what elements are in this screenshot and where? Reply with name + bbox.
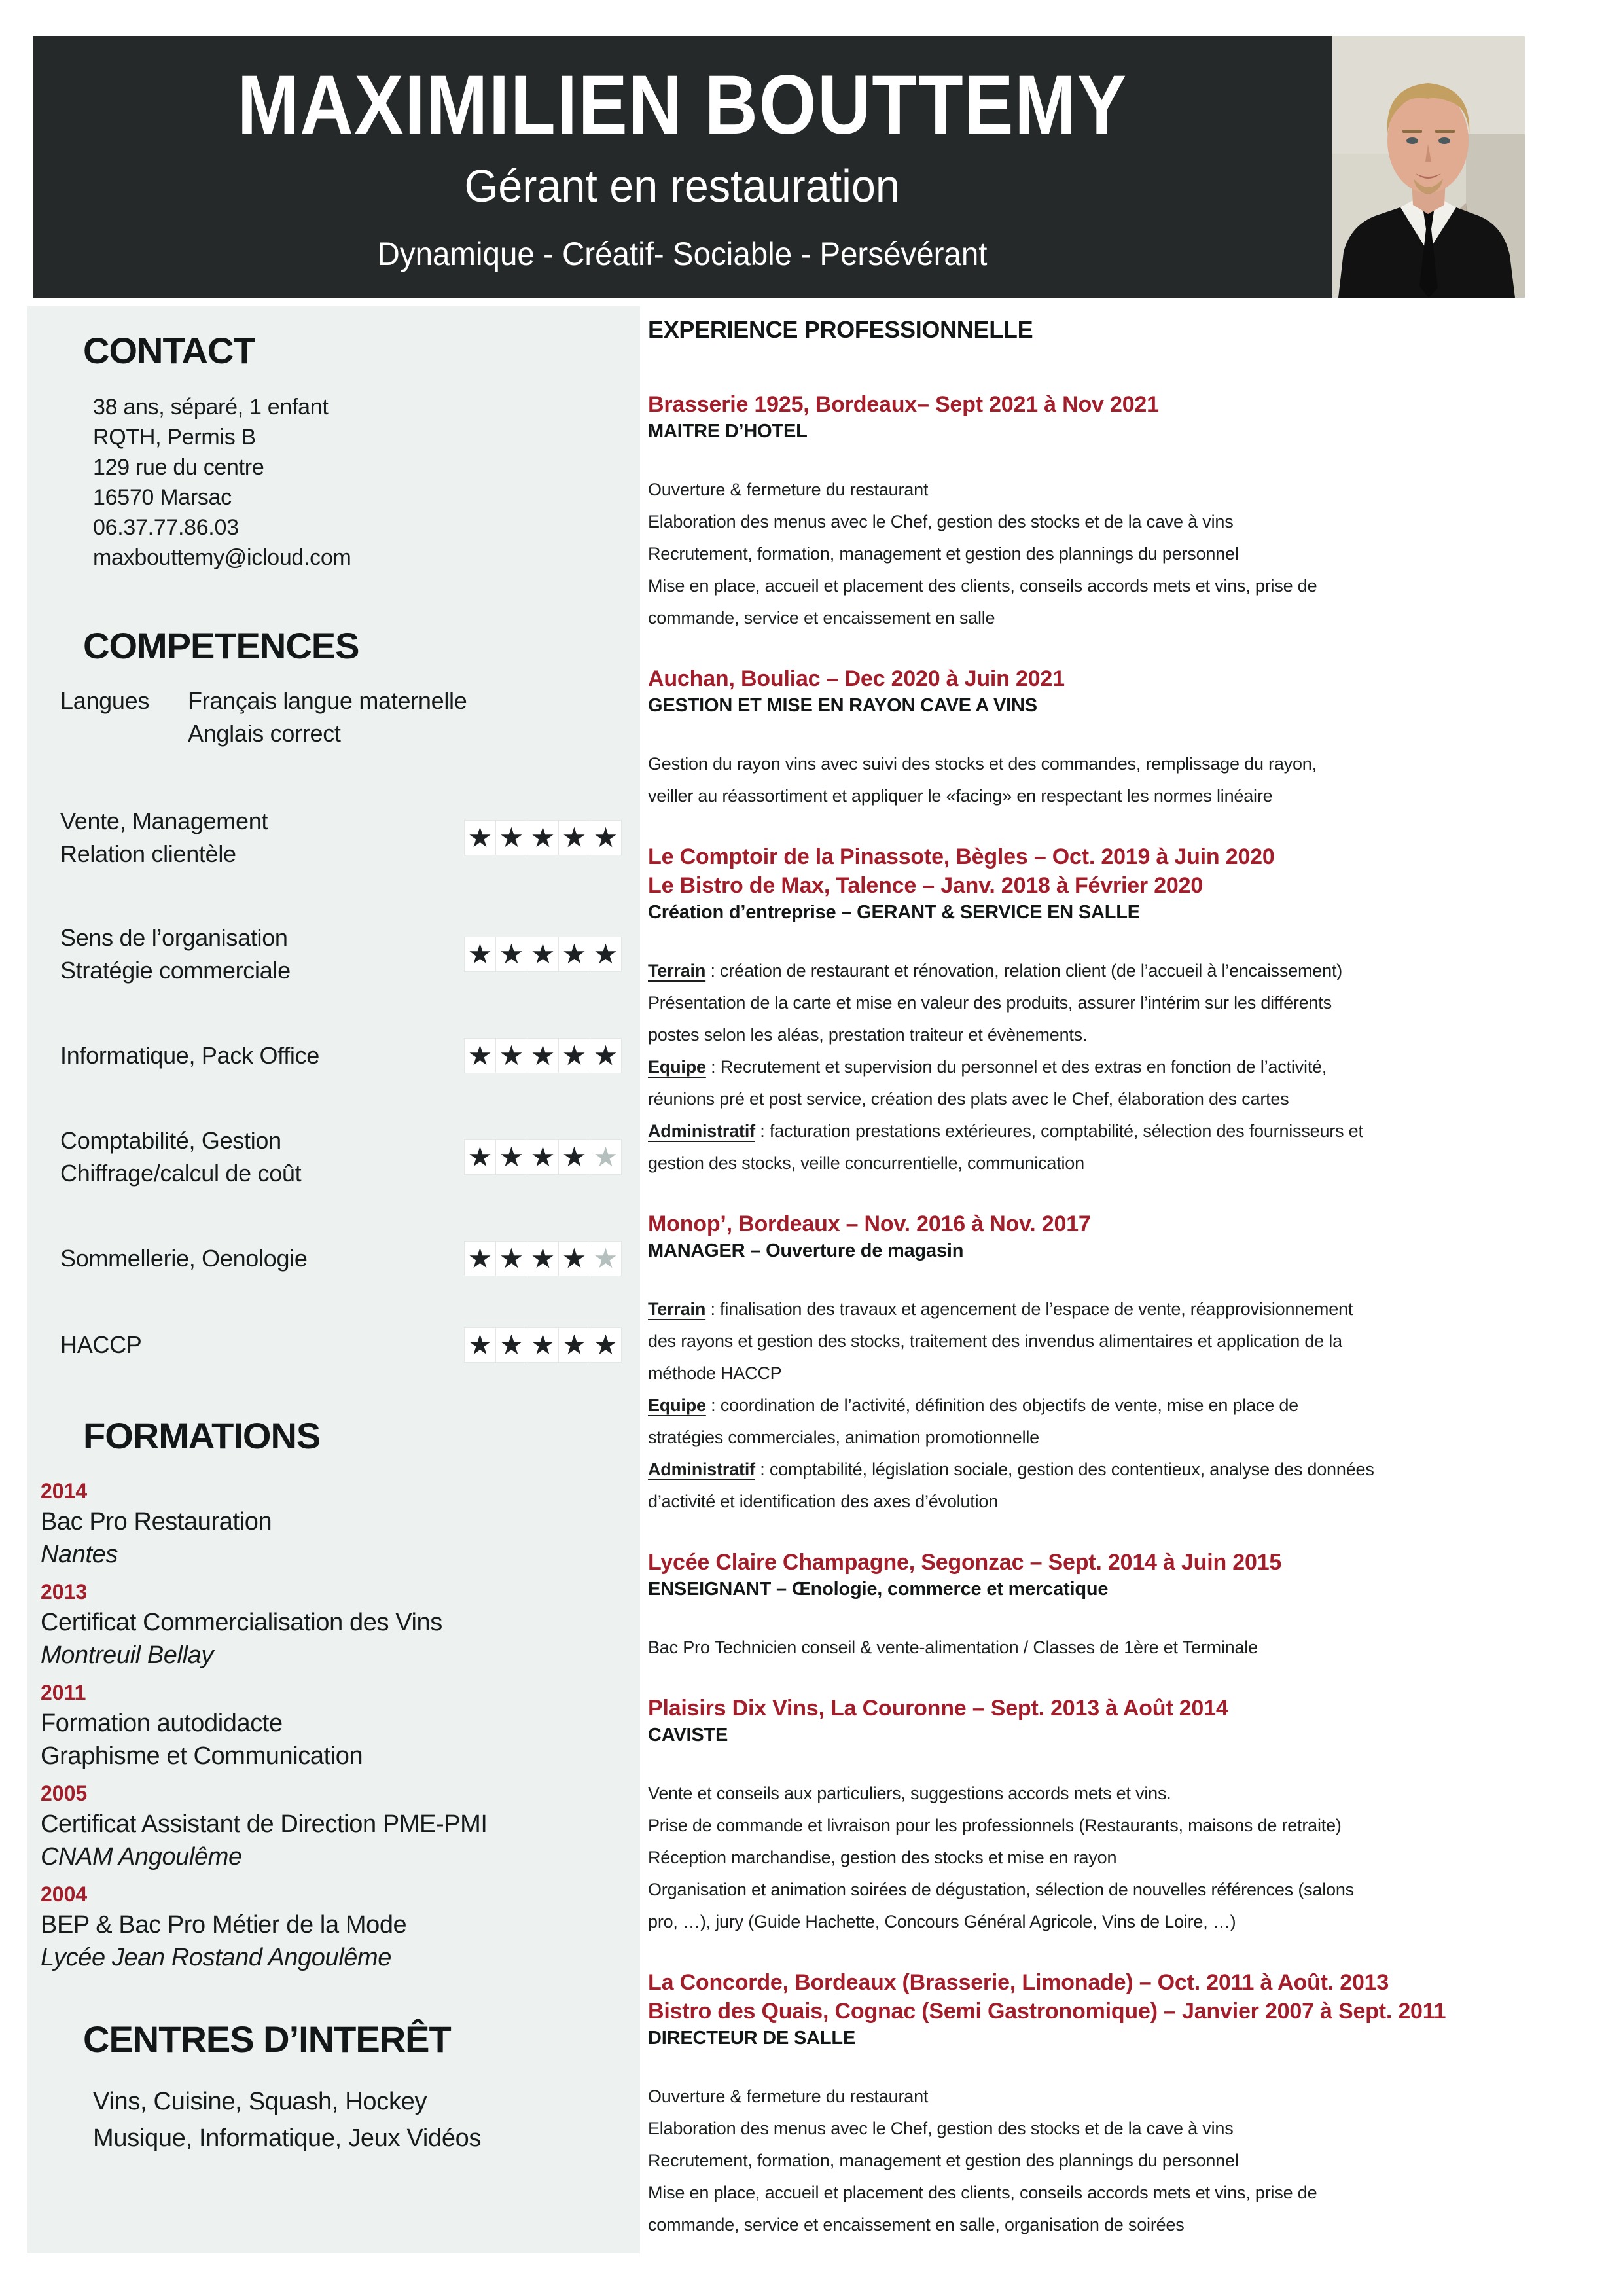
contact-line: 16570 Marsac [93,485,232,511]
skills-list [27,805,640,1363]
star-filled-icon: ★ [499,822,524,853]
experience-company: Auchan, Bouliac – Dec 2020 à Juin 2021 [648,666,1065,691]
experience-company: Le Comptoir de la Pinassote, Bègles – Oct. 2019 à Juin 2020 [648,844,1275,869]
experience-line: Ouverture & fermeture du restaurant [648,2087,929,2106]
experience-description [648,2081,1607,2241]
experience-description [648,1293,1607,1518]
star-cell [464,1241,496,1276]
star-filled-icon: ★ [530,1243,556,1274]
formations-list [41,1477,640,1974]
skill-label-line: HACCP [60,1331,142,1359]
star-cell [559,937,590,972]
formation-place: CNAM Angoulême [41,1842,242,1871]
contact-line: 129 rue du centre [93,455,264,480]
star-cell [464,1139,496,1175]
experience-company: La Concorde, Bordeaux (Brasserie, Limonade) – Oct. 2011 à Août. 2013 [648,1970,1389,1995]
experience-column [648,306,1607,2271]
skill-label [27,1329,464,1361]
skill-label-line: Stratégie commerciale [60,957,291,984]
formation-item [41,1880,640,1974]
star-cell [527,1327,559,1363]
experience-role: MAITRE D’HOTEL [648,421,808,442]
star-cell [496,820,527,855]
star-cell [590,1038,622,1073]
star-filled-icon: ★ [467,1040,493,1071]
experience-entry [648,664,1607,812]
skill-row [27,1327,640,1363]
experience-role: MANAGER – Ouverture de magasin [648,1240,964,1261]
experience-entry [648,1210,1607,1518]
experience-line: postes selon les aléas, prestation traiteur et évènements. [648,1025,1088,1045]
experiences-list [648,390,1607,2241]
experience-line: commande, service et encaissement en salle [648,608,995,628]
star-cell [590,1327,622,1363]
formation-year: 2014 [41,1479,88,1503]
underlined-label: Terrain [648,961,706,980]
skill-label-line: Sens de l’organisation [60,924,288,952]
star-cell [559,1241,590,1276]
star-cell [590,937,622,972]
experience-line: Mise en place, accueil et placement des clients, conseils accords mets et vins, prise de [648,576,1317,596]
star-empty-icon: ★ [593,1141,618,1173]
skill-label-line: Informatique, Pack Office [60,1042,320,1069]
star-filled-icon: ★ [593,1329,618,1361]
candidate-name: MAXIMILIEN BOUTTEMY [237,58,1128,152]
star-filled-icon: ★ [562,1040,587,1071]
language-line: Anglais correct [188,720,341,747]
experience-line: pro, …), jury (Guide Hachette, Concours Général Agricole, Vins de Loire, …) [648,1912,1236,1931]
star-filled-icon: ★ [499,1243,524,1274]
experience-line: Vente et conseils aux particuliers, suggestions accords mets et vins. [648,1784,1171,1803]
formation-item [41,1678,640,1772]
skill-label-line: Vente, Management [60,808,268,835]
star-filled-icon: ★ [562,1329,587,1361]
experience-line: veiller au réassortiment et appliquer le «facing» en respectant les normes linéaire [648,786,1273,806]
star-filled-icon: ★ [467,939,493,970]
skill-label [27,805,464,870]
experience-line: méthode HACCP [648,1363,782,1383]
formation-year: 2013 [41,1579,88,1604]
experience-role: CAVISTE [648,1725,728,1746]
experience-line: Equipe : coordination de l’activité, définition des objectifs de vente, mise en place de [648,1395,1298,1415]
star-rating [464,1139,622,1175]
star-cell [559,1038,590,1073]
formation-year: 2004 [41,1882,88,1906]
underlined-label: Administratif [648,1121,755,1141]
contact-heading: CONTACT [83,330,255,371]
competences-heading: COMPETENCES [83,625,359,667]
experience-line: Administratif : comptabilité, législation sociale, gestion des contentieux, analyse des données [648,1460,1374,1479]
contact-line: RQTH, Permis B [93,425,256,450]
star-cell [559,1327,590,1363]
experience-line: réunions pré et post service, création des plats avec le Chef, élaboration des cartes [648,1089,1289,1109]
experience-entry [648,1694,1607,1938]
star-filled-icon: ★ [467,1329,493,1361]
formation-item [41,1477,640,1571]
experience-line: Elaboration des menus avec le Chef, gestion des stocks et de la cave à vins [648,2119,1234,2138]
experience-line: Prise de commande et livraison pour les professionnels (Restaurants, maisons de retraite) [648,1816,1342,1835]
candidate-title: Gérant en restauration [464,160,901,211]
underlined-label: Equipe [648,1057,706,1077]
formation-year: 2011 [41,1680,86,1704]
experience-company: Lycée Claire Champagne, Segonzac – Sept. 2014 à Juin 2015 [648,1550,1282,1575]
experience-line: gestion des stocks, veille concurrentielle, communication [648,1153,1084,1173]
underlined-label: Equipe [648,1395,706,1415]
experience-company: Plaisirs Dix Vins, La Couronne – Sept. 2013 à Août 2014 [648,1696,1228,1721]
experience-description [648,474,1607,634]
contact-line: 06.37.77.86.03 [93,515,239,541]
star-filled-icon: ★ [530,939,556,970]
star-cell [590,1139,622,1175]
experience-description [648,1632,1607,1664]
sidebar [27,306,640,2253]
star-filled-icon: ★ [530,1329,556,1361]
underlined-label: Terrain [648,1299,706,1319]
formation-title: Formation autodidacte [41,1709,283,1737]
experience-company: Bistro des Quais, Cognac (Semi Gastronomique) – Janvier 2007 à Sept. 2011 [648,1999,1446,2024]
formation-place: Montreuil Bellay [41,1641,213,1669]
star-cell [527,820,559,855]
experience-line: Mise en place, accueil et placement des clients, conseils accords mets et vins, prise de [648,2183,1317,2202]
skill-label [27,1124,464,1190]
experience-line: Equipe : Recrutement et supervision du personnel et des extras en fonction de l’activité, [648,1057,1327,1077]
experience-entry [648,842,1607,1179]
experience-company: Le Bistro de Max, Talence – Janv. 2018 à Février 2020 [648,873,1204,898]
formation-title: Graphisme et Communication [41,1742,363,1770]
skill-row [27,922,640,987]
star-cell [464,1327,496,1363]
star-filled-icon: ★ [593,939,618,970]
star-cell [559,820,590,855]
experience-line: Gestion du rayon vins avec suivi des stocks et des commandes, remplissage du rayon, [648,754,1317,774]
experience-line: Réception marchandise, gestion des stocks et mise en rayon [648,1848,1117,1867]
star-filled-icon: ★ [499,939,524,970]
experience-line: stratégies commerciales, animation promotionnelle [648,1427,1039,1447]
star-filled-icon: ★ [593,822,618,853]
interest-line: Vins, Cuisine, Squash, Hockey [93,2087,427,2115]
star-cell [590,820,622,855]
experience-line: Ouverture & fermeture du restaurant [648,480,929,499]
interest-lines [93,2083,640,2157]
experience-role: ENSEIGNANT – Œnologie, commerce et mercatique [648,1579,1109,1600]
formation-title: Certificat Assistant de Direction PME-PMI [41,1810,488,1838]
underlined-label: Administratif [648,1460,755,1479]
skill-label-line: Comptabilité, Gestion [60,1127,281,1155]
contact-lines [93,392,640,573]
star-filled-icon: ★ [562,1141,587,1173]
star-cell [464,937,496,972]
star-filled-icon: ★ [467,822,493,853]
star-filled-icon: ★ [562,1243,587,1274]
experience-role: Création d’entreprise – GERANT & SERVICE EN SALLE [648,902,1140,923]
skill-label-line: Chiffrage/calcul de coût [60,1160,302,1187]
star-cell [496,937,527,972]
formation-title: Bac Pro Restauration [41,1507,272,1535]
star-filled-icon: ★ [467,1243,493,1274]
experience-entry [648,390,1607,634]
star-cell [496,1327,527,1363]
languages-label: Langues [60,687,150,715]
header [33,36,1525,298]
skill-label-line: Sommellerie, Oenologie [60,1245,308,1272]
header-band [33,36,1332,298]
experience-entry [648,1548,1607,1664]
experience-description [648,748,1607,812]
formation-title: Certificat Commercialisation des Vins [41,1608,442,1636]
skill-label [27,1039,464,1072]
experience-line: Organisation et animation soirées de dégustation, sélection de nouvelles références (salons [648,1880,1354,1899]
formation-item [41,1779,640,1873]
experience-line: Elaboration des menus avec le Chef, gestion des stocks et de la cave à vins [648,512,1234,531]
star-filled-icon: ★ [562,939,587,970]
interests-heading: CENTRES D’INTERÊT [83,2018,451,2060]
experience-line: commande, service et encaissement en salle, organisation de soirées [648,2215,1185,2234]
experience-line: des rayons et gestion des stocks, traitement des invendus alimentaires et application de la [648,1331,1342,1351]
experience-description [648,955,1607,1179]
experience-line: d’activité et identification des axes d’évolution [648,1492,999,1511]
experience-role: DIRECTEUR DE SALLE [648,2028,856,2049]
interest-line: Musique, Informatique, Jeux Vidéos [93,2124,482,2152]
star-rating [464,1327,622,1363]
content [0,306,1623,2271]
skill-row [27,1124,640,1190]
skill-label-line: Relation clientèle [60,840,236,868]
experience-line: Bac Pro Technicien conseil & vente-alimentation / Classes de 1ère et Terminale [648,1638,1258,1657]
formation-title: BEP & Bac Pro Métier de la Mode [41,1910,407,1939]
star-cell [590,1241,622,1276]
star-cell [496,1139,527,1175]
experience-company: Brasserie 1925, Bordeaux– Sept 2021 à Nov 2021 [648,392,1159,417]
experience-line: Recrutement, formation, management et gestion des plannings du personnel [648,2151,1239,2170]
experience-heading: EXPERIENCE PROFESSIONNELLE [648,316,1033,343]
star-filled-icon: ★ [499,1040,524,1071]
star-cell [527,937,559,972]
star-filled-icon: ★ [593,1040,618,1071]
star-cell [527,1038,559,1073]
star-cell [496,1241,527,1276]
formations-heading: FORMATIONS [83,1415,321,1457]
contact-line: maxbouttemy@icloud.com [93,545,351,571]
skill-label [27,922,464,987]
skill-row [27,805,640,870]
star-cell [559,1139,590,1175]
experience-role: GESTION ET MISE EN RAYON CAVE A VINS [648,695,1037,716]
language-lines [188,685,467,750]
star-filled-icon: ★ [499,1141,524,1173]
star-cell [527,1241,559,1276]
star-filled-icon: ★ [530,1040,556,1071]
star-filled-icon: ★ [530,1141,556,1173]
experience-description [648,1778,1607,1938]
profile-photo [1332,36,1525,298]
experience-line: Terrain : finalisation des travaux et agencement de l’espace de vente, réapprovisionnement [648,1299,1353,1319]
star-cell [464,1038,496,1073]
formation-year: 2005 [41,1781,88,1805]
star-rating [464,1038,622,1073]
star-filled-icon: ★ [562,822,587,853]
star-rating [464,1241,622,1276]
experience-line: Présentation de la carte et mise en valeur des produits, assurer l’intérim sur les différents [648,993,1332,1013]
experience-entry [648,1968,1607,2241]
languages-row [60,685,640,750]
skill-label [27,1242,464,1275]
star-filled-icon: ★ [467,1141,493,1173]
experience-line: Terrain : création de restaurant et rénovation, relation client (de l’accueil à l’encaissement) [648,961,1343,980]
formation-place: Lycée Jean Rostand Angoulême [41,1943,391,1971]
star-filled-icon: ★ [499,1329,524,1361]
experience-line: Recrutement, formation, management et gestion des plannings du personnel [648,544,1239,564]
formation-item [41,1577,640,1672]
star-cell [464,820,496,855]
star-empty-icon: ★ [593,1243,618,1274]
language-line: Français langue maternelle [188,687,467,715]
star-rating [464,937,622,972]
skill-row [27,1038,640,1073]
contact-line: 38 ans, séparé, 1 enfant [93,395,329,420]
experience-line: Administratif : facturation prestations extérieures, comptabilité, sélection des fournisseurs et [648,1121,1363,1141]
experience-company: Monop’, Bordeaux – Nov. 2016 à Nov. 2017 [648,1211,1091,1236]
candidate-tagline: Dynamique - Créatif- Sociable - Persévérant [377,236,988,272]
star-filled-icon: ★ [530,822,556,853]
skill-row [27,1241,640,1276]
star-cell [496,1038,527,1073]
star-rating [464,820,622,855]
star-cell [527,1139,559,1175]
formation-place: Nantes [41,1540,118,1568]
